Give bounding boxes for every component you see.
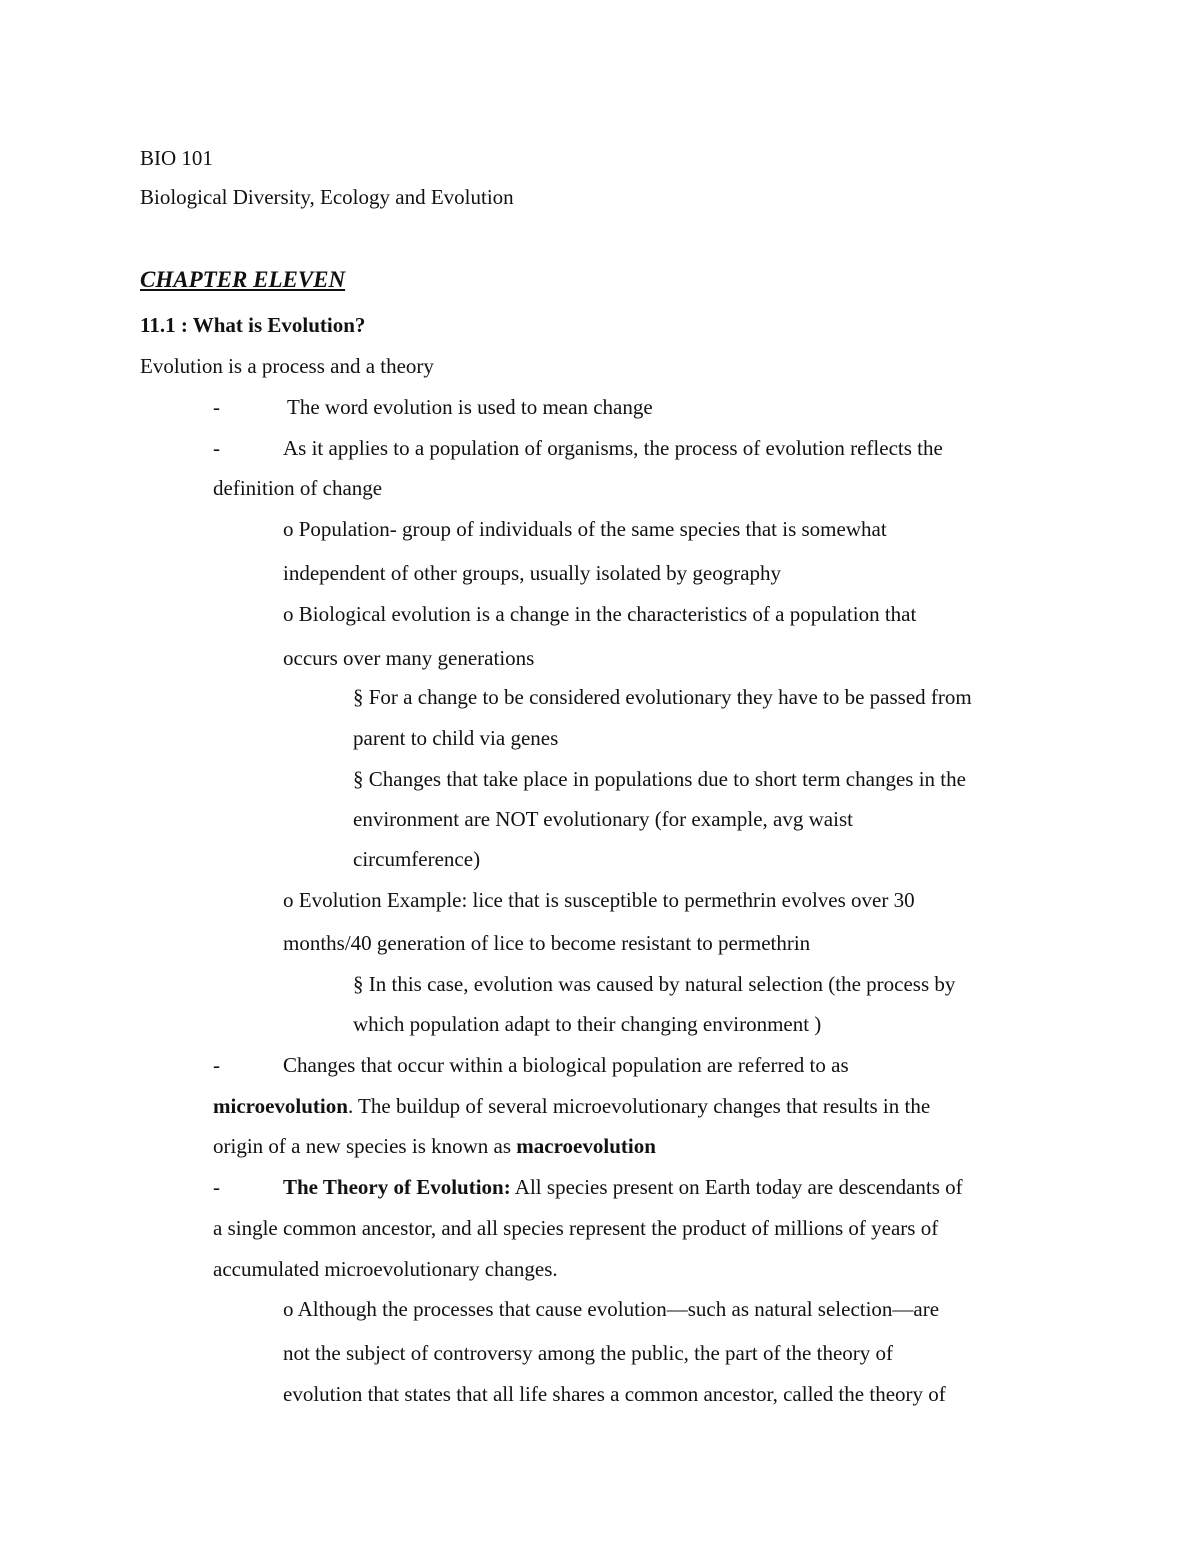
sub-bullet-1-line-1: o Population- group of individuals of the same species that is somewhat xyxy=(283,517,887,541)
sub-sub-bullet-2-line-2: environment are NOT evolutionary (for example, avg waist xyxy=(353,807,853,831)
bullet-3-line-3-text: origin of a new species is known as xyxy=(213,1134,517,1158)
sub-sub-bullet-1-line-2: parent to child via genes xyxy=(353,726,559,750)
sub-bullet-4-line-1: o Although the processes that cause evolution—such as natural selection—are xyxy=(283,1297,940,1321)
bullet-dash: - xyxy=(213,1053,220,1077)
bullet-3-line-2 xyxy=(213,1093,930,1119)
bullet-dash: - xyxy=(213,436,220,460)
term-microevolution: microevolution xyxy=(213,1094,348,1118)
bullet-2-line-2: definition of change xyxy=(213,476,383,500)
term-theory-of-evolution: The Theory of Evolution: xyxy=(283,1175,511,1199)
sub-bullet-3-line-1: o Evolution Example: lice that is susceptible to permethrin evolves over 30 xyxy=(283,888,915,912)
sub-sub-bullet-2-line-1: § Changes that take place in populations due to short term changes in the xyxy=(353,767,966,791)
sub-sub-bullet-3-line-2: which population adapt to their changing environment ) xyxy=(353,1012,822,1036)
sub-bullet-2-line-2: occurs over many generations xyxy=(283,646,535,670)
sub-bullet-3-line-2: months/40 generation of lice to become resistant to permethrin xyxy=(283,931,811,955)
course-title: Biological Diversity, Ecology and Evolution xyxy=(140,185,514,209)
bullet-4-line-1 xyxy=(283,1174,963,1200)
sub-bullet-1-line-2: independent of other groups, usually isolated by geography xyxy=(283,561,782,585)
bullet-dash: - xyxy=(213,395,220,419)
bullet-3-line-1: Changes that occur within a biological population are referred to as xyxy=(283,1053,849,1077)
bullet-3-line-3 xyxy=(213,1133,656,1159)
bullet-2-line-1: As it applies to a population of organisms, the process of evolution reflects the xyxy=(283,436,943,460)
sub-sub-bullet-1-line-1: § For a change to be considered evolutionary they have to be passed from xyxy=(353,685,972,709)
section-heading: 11.1 : What is Evolution? xyxy=(140,313,366,337)
bullet-4-line-2: a single common ancestor, and all species represent the product of millions of years of xyxy=(213,1216,939,1240)
bullet-4-line-1-text: All species present on Earth today are descendants of xyxy=(510,1175,963,1199)
term-macroevolution: macroevolution xyxy=(516,1134,656,1158)
sub-sub-bullet-3-line-1: § In this case, evolution was caused by natural selection (the process by xyxy=(353,972,956,996)
bullet-1: The word evolution is used to mean change xyxy=(287,395,653,419)
chapter-title: CHAPTER ELEVEN xyxy=(140,267,346,292)
sub-sub-bullet-2-line-3: circumference) xyxy=(353,847,481,871)
intro-line: Evolution is a process and a theory xyxy=(140,354,434,378)
course-code: BIO 101 xyxy=(140,146,213,170)
bullet-dash: - xyxy=(213,1175,220,1199)
sub-bullet-2-line-1: o Biological evolution is a change in the characteristics of a population that xyxy=(283,602,917,626)
bullet-3-line-2-text: . The buildup of several microevolutionary changes that results in the xyxy=(347,1094,931,1118)
sub-bullet-4-line-2: not the subject of controversy among the public, the part of the theory of xyxy=(283,1341,893,1365)
bullet-4-line-3: accumulated microevolutionary changes. xyxy=(213,1257,558,1281)
sub-bullet-4-line-3: evolution that states that all life shares a common ancestor, called the theory of xyxy=(283,1382,946,1406)
